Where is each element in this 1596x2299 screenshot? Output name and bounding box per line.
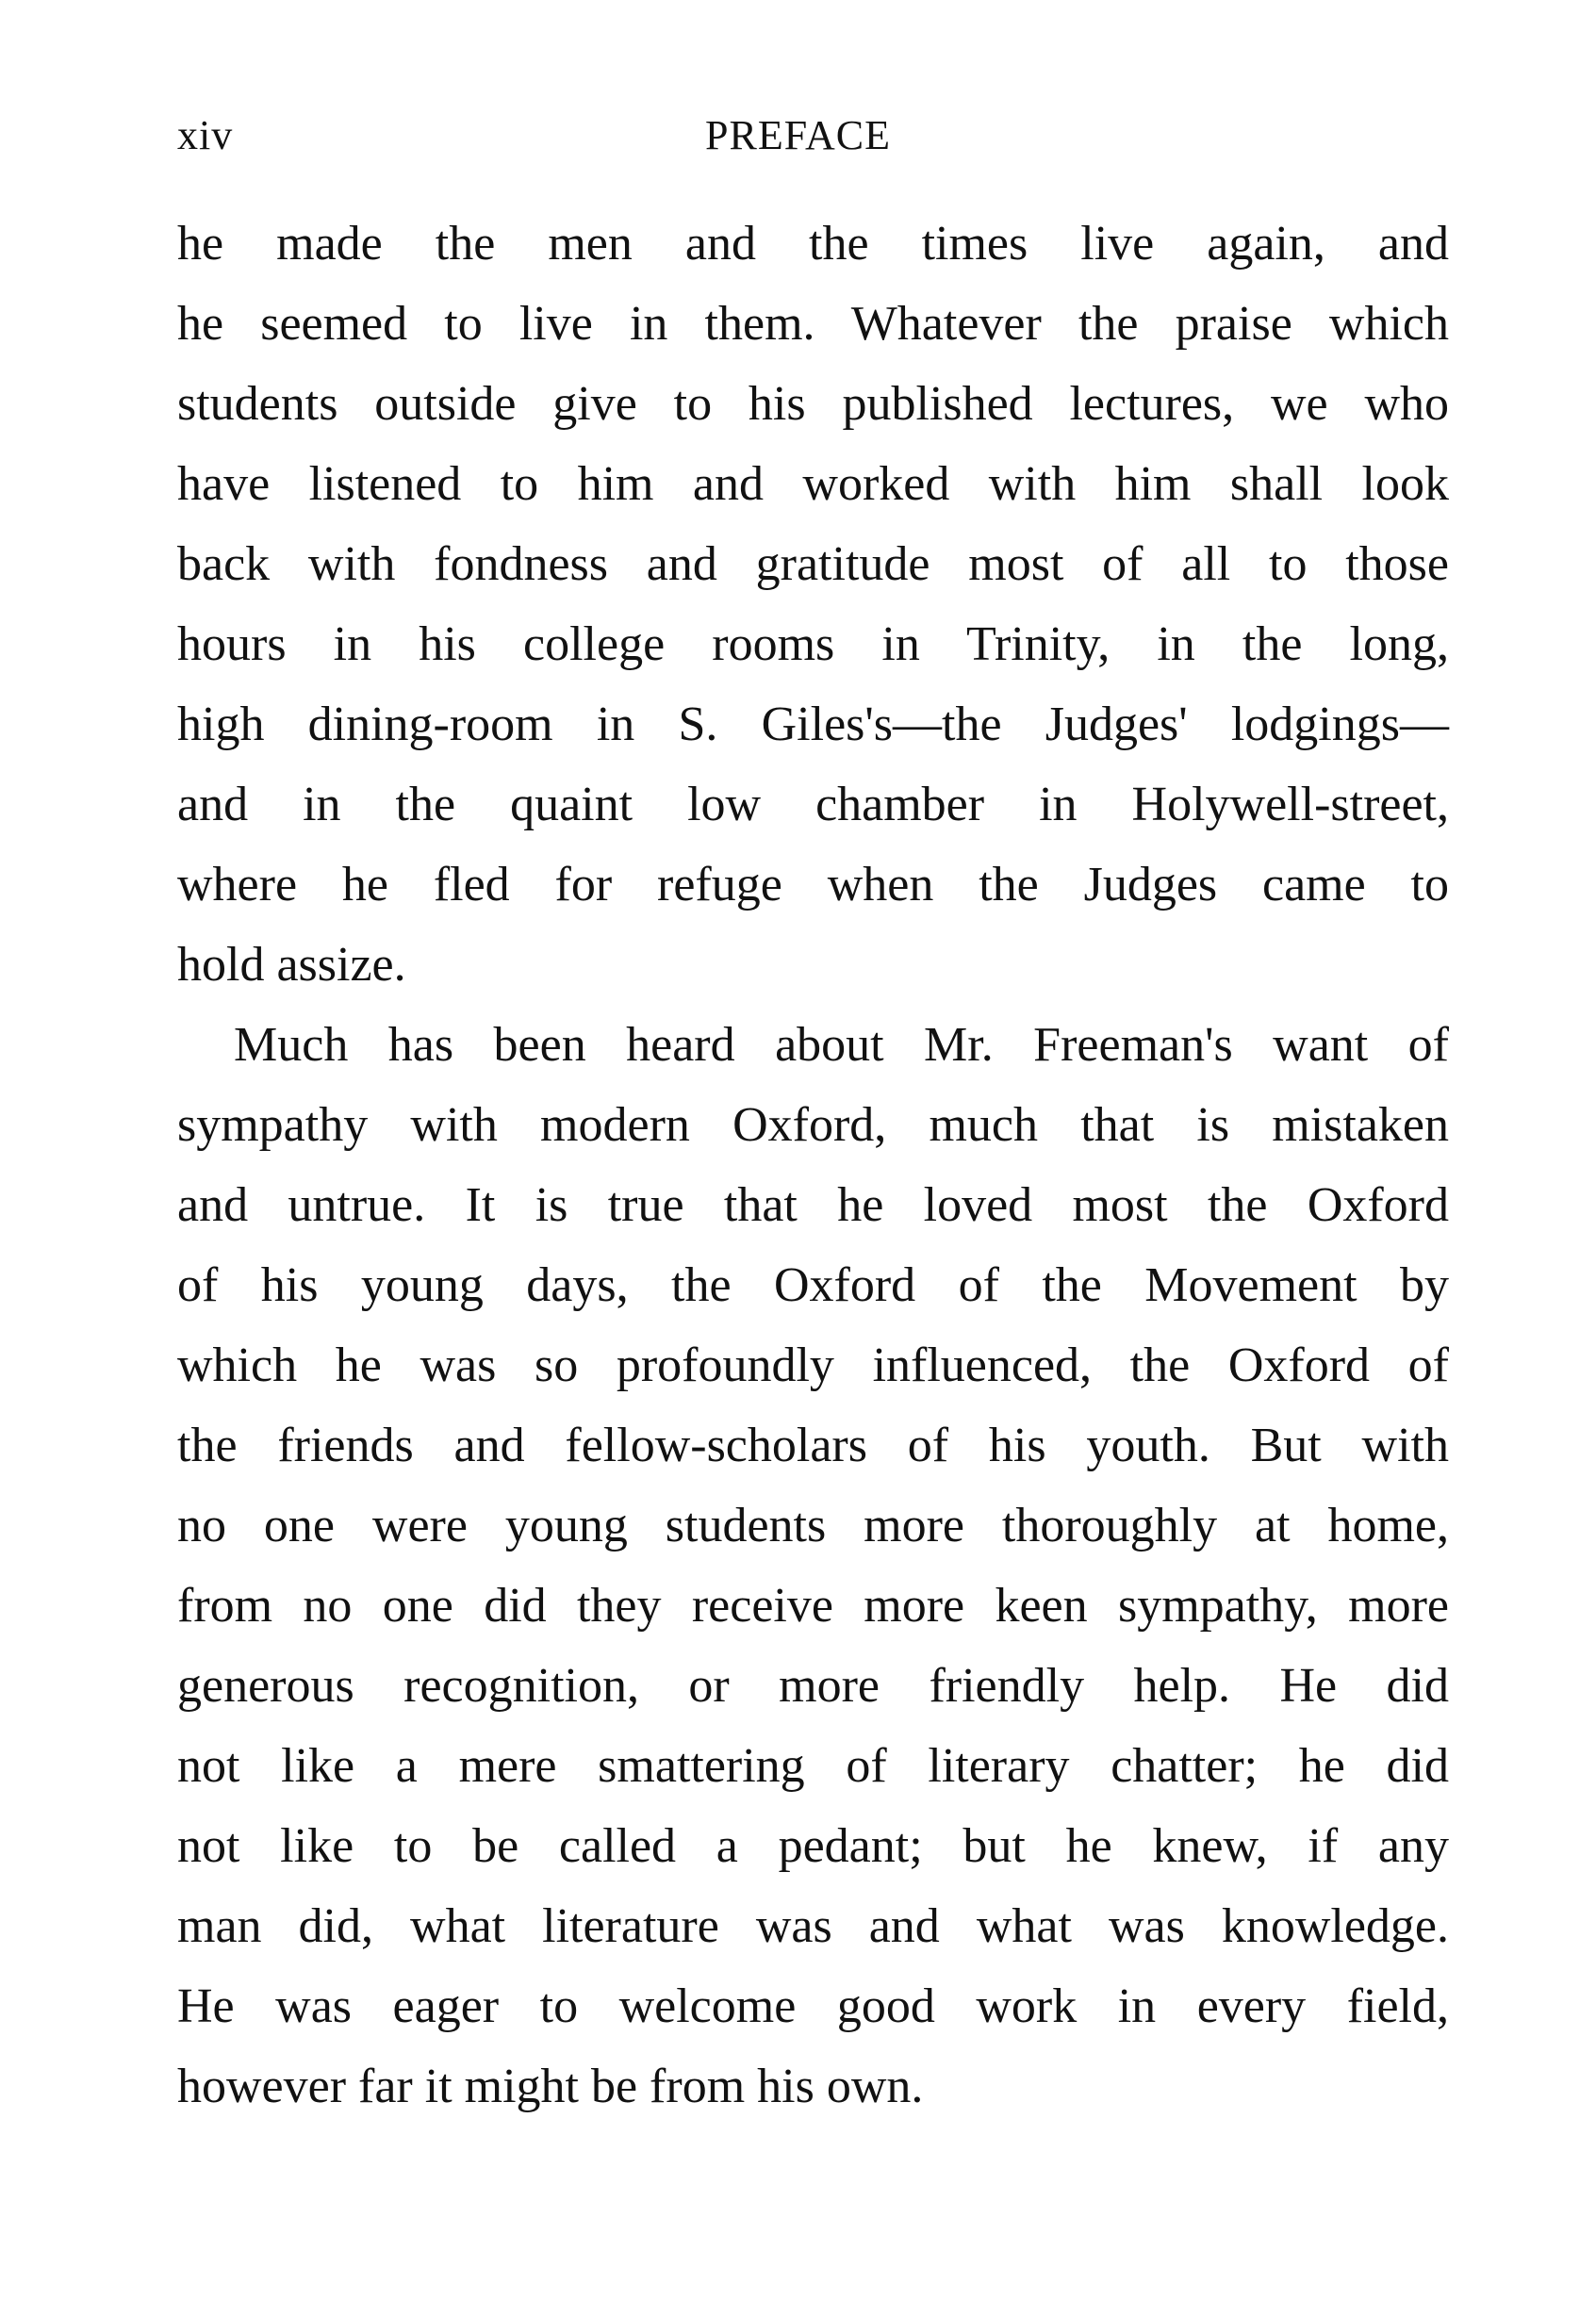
text-line: the friends and fellow-scholars of his youth. But with	[177, 1419, 1449, 1472]
text-line: which he was so profoundly influenced, the Oxford of	[177, 1338, 1449, 1392]
text-line: He was eager to welcome good work in every field,	[177, 1979, 1449, 2033]
body-text	[177, 204, 1449, 2127]
text-line: hours in his college rooms in Trinity, in the long,	[177, 617, 1449, 671]
text-line: students outside give to his published lectures, we who	[177, 377, 1449, 431]
text-line: he made the men and the times live again, and	[177, 217, 1449, 271]
text-line: not like a mere smattering of literary chatter; he did	[177, 1739, 1449, 1793]
text-line: where he fled for refuge when the Judges came to	[177, 858, 1449, 911]
text-line: high dining-room in S. Giles's—the Judges' lodgings—	[177, 698, 1449, 751]
text-line: from no one did they receive more keen sympathy, more	[177, 1579, 1449, 1633]
text-line: sympathy with modern Oxford, much that is mistaken	[177, 1098, 1449, 1152]
text-line: not like to be called a pedant; but he knew, if any	[177, 1819, 1449, 1873]
text-line: he seemed to live in them. Whatever the praise which	[177, 297, 1449, 351]
text-line: no one were young students more thoroughly at home,	[177, 1499, 1449, 1552]
text-line: of his young days, the Oxford of the Movement by	[177, 1258, 1449, 1312]
page-number: xiv	[177, 112, 234, 158]
text-line: generous recognition, or more friendly help. He did	[177, 1659, 1449, 1713]
text-line: Much has been heard about Mr. Freeman's want of	[234, 1018, 1449, 1072]
text-line: hold assize.	[177, 938, 406, 992]
text-line: and in the quaint low chamber in Holywell-street,	[177, 778, 1449, 831]
text-line: and untrue. It is true that he loved most the Oxford	[177, 1178, 1449, 1232]
text-line: have listened to him and worked with him shall look	[177, 457, 1449, 511]
text-line: man did, what literature was and what was knowledge.	[177, 1899, 1449, 1953]
text-line: back with fondness and gratitude most of all to those	[177, 537, 1449, 591]
running-title: PREFACE	[705, 112, 891, 158]
text-line: however far it might be from his own.	[177, 2060, 924, 2113]
